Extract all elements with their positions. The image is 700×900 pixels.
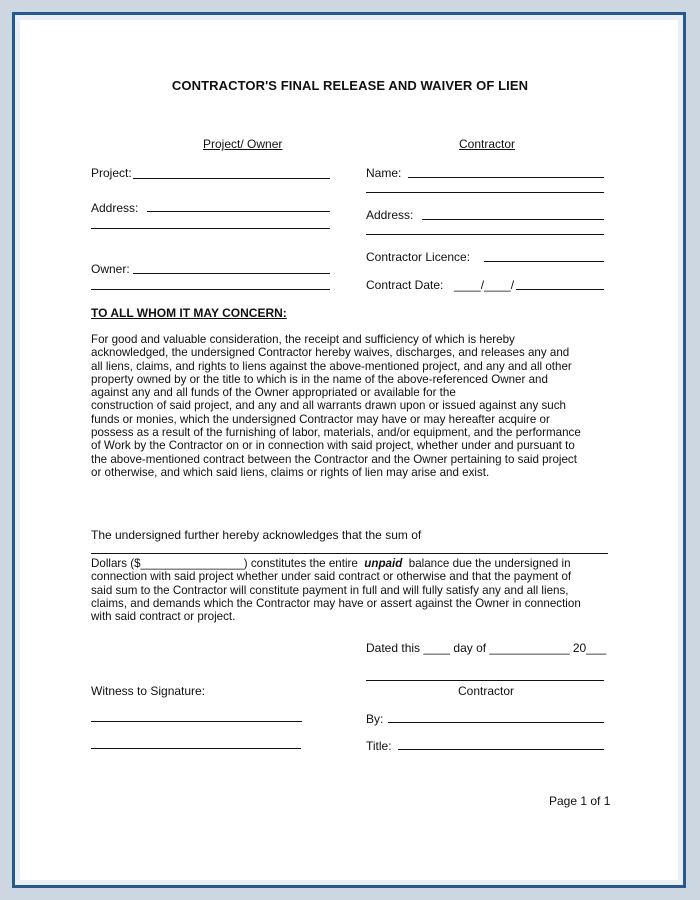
address-label-left: Address: xyxy=(91,201,139,215)
dollars-prefix: Dollars ($________________) constitutes the entire xyxy=(91,557,358,570)
release-paragraph xyxy=(91,333,616,479)
address-line-right-1[interactable] xyxy=(422,219,604,220)
name-label: Name: xyxy=(366,166,402,180)
body-line: against any and all funds of the Owner appropriated or available for the xyxy=(91,386,456,400)
contractor-signature-label: Contractor xyxy=(458,684,515,698)
body-line: possess as a result of the furnishing of labor, materials, and/or equipment, and the performance xyxy=(91,426,581,440)
contractor-header: Contractor xyxy=(459,137,516,151)
witness-label: Witness to Signature: xyxy=(91,684,206,698)
unpaid-word: unpaid xyxy=(364,557,403,570)
body-line: all liens, claims, and rights to liens against the above-mentioned project, and any and all other xyxy=(91,359,572,373)
address-label-right: Address: xyxy=(366,208,414,222)
body-line: or otherwise, and which said liens, claims or rights of lien may arise and exist. xyxy=(91,465,490,479)
witness-line-2[interactable] xyxy=(91,748,301,749)
licence-label: Contractor Licence: xyxy=(366,250,471,264)
contract-date-blank[interactable]: ____/____/ xyxy=(454,278,515,292)
body2-line: with said contract or project. xyxy=(91,610,236,624)
project-line[interactable] xyxy=(133,178,330,179)
body2-line: claims, and demands which the Contractor may have or assert against the Owner in connection xyxy=(91,596,581,610)
dollars-suffix: balance due the undersigned in xyxy=(408,557,571,570)
contract-date-line[interactable] xyxy=(516,289,604,290)
address-line-right-2[interactable] xyxy=(366,234,604,235)
body-line: funds or monies, which the undersigned Contractor may have or may hereafter acquire or xyxy=(91,412,550,426)
body-line: acknowledged, the undersigned Contractor hereby waives, discharges, and releases any and xyxy=(91,346,570,360)
body-line: For good and valuable consideration, the receipt and sufficiency of which is hereby xyxy=(91,333,515,346)
page-number: Page 1 of 1 xyxy=(549,794,611,808)
name-line-2[interactable] xyxy=(366,192,604,193)
body2-line: connection with said project whether under said contract or otherwise and that the payment of xyxy=(91,570,572,584)
owner-line-2[interactable] xyxy=(91,289,330,290)
project-label: Project: xyxy=(91,166,132,180)
sum-paragraph xyxy=(91,557,616,623)
sum-words-line[interactable] xyxy=(91,553,608,554)
witness-line-1[interactable] xyxy=(91,721,302,722)
acknowledge-line: The undersigned further hereby acknowledges that the sum of xyxy=(91,528,422,542)
salutation: TO ALL WHOM IT MAY CONCERN: xyxy=(91,306,287,320)
body-line: of Work by the Contractor on or in connection with said project, whether under and pursuant to xyxy=(91,439,575,453)
by-line[interactable] xyxy=(388,722,604,723)
address-line-left-2[interactable] xyxy=(91,228,330,229)
dated-line[interactable]: Dated this ____ day of ____________ 20___ xyxy=(366,641,607,655)
title-label: Title: xyxy=(366,739,392,753)
document-title: CONTRACTOR'S FINAL RELEASE AND WAIVER OF LIEN xyxy=(171,78,529,93)
contract-date-label: Contract Date: xyxy=(366,278,444,292)
owner-line-1[interactable] xyxy=(133,273,330,274)
project-owner-header: Project/ Owner xyxy=(203,137,283,151)
owner-label: Owner: xyxy=(91,262,130,276)
body-line: property owned by or the title to which is in the name of the above-referenced Owner and xyxy=(91,372,548,386)
contractor-signature-line[interactable] xyxy=(366,680,604,681)
name-line-1[interactable] xyxy=(408,177,604,178)
title-line[interactable] xyxy=(398,749,604,750)
body2-line: said sum to the Contractor will constitute payment in full and will fully satisfy any and all liens, xyxy=(91,583,569,597)
address-line-left-1[interactable] xyxy=(147,211,330,212)
body-line: construction of said project, and any and all warrants drawn upon or issued against any such xyxy=(91,399,566,413)
by-label: By: xyxy=(366,712,384,726)
dollars-line xyxy=(91,557,616,570)
body-line: the above-mentioned contract between the Contractor and the Owner pertaining to said project xyxy=(91,452,577,466)
licence-line[interactable] xyxy=(484,261,604,262)
